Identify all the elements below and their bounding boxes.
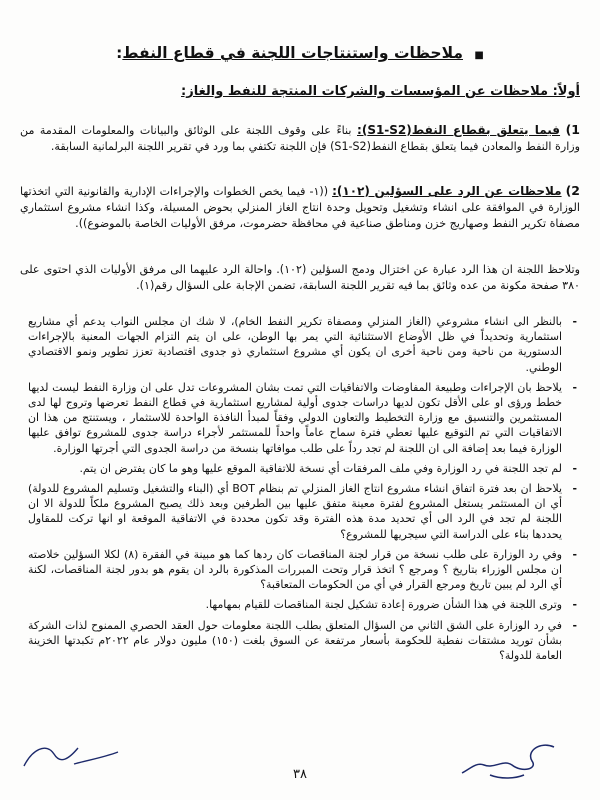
item-1-text: بناءً على وقوف اللجنة على الوثائق والبيانات والمعلومات المقدمة من وزارة النفط والمعادن فيما يتعلق بقطاع النفط(S1-S2) فإن اللجنة تكتفي بما ورد في تقرير اللجنة البرلمانية السابقة. <box>20 124 580 153</box>
list-item: - وترى اللجنة في هذا الشأن ضرورة إعادة تشكيل لجنة المناقصات للقيام بمهامها. <box>28 597 580 612</box>
item-2-label: ملاحظات عن الرد على السؤلين (١٠٢): <box>332 184 562 198</box>
title-colon: : <box>116 44 123 62</box>
section-heading: أولاً: ملاحظات عن المؤسسات والشركات المنتجة للنفط والغاز: <box>181 84 580 99</box>
title-bullet-icon: ■ <box>474 50 484 61</box>
list-item: - وفي رد الوزارة على طلب نسخة من قرار لجنة المناقصات كان ردها كما هو مبينة في الفقرة (٨) لكلا السؤلين خلاصته ان مجلس الوزراء بتاريخ ؟ ومرجع ؟ اتخذ قرار وتحت المبررات المذكورة بالرد ان يقوم هو بدور لجنة المناقصات، لكنة أي الرد لم يبين تاريخ ومرجع القرار في أي من الحكومات المتعاقبة؟ <box>28 547 580 593</box>
item-2-text: ((١- فيما يخص الخطوات والإجراءات الإدارية والقانونية التي اتخذتها الوزارة في الموافقة على انشاء وتشغيل وتحويل وحدة انتاج الغاز المنزلي بحوض المسيلة، وكذا انشاء مشروع استثماري مصفاة تكرير النفط وصهاريج خزن ومناطق صناعية في محافظة حضرموت، مرفق الأوليات الخاصة بالموضوع)). <box>20 185 580 230</box>
list-item: - بالنظر الى انشاء مشروعي (الغاز المنزلي ومصفاة تكرير النفط الخام)، لا شك ان مجلس النواب يدعم أي مشاريع استثمارية وتحديداً في ظل الأوضاع الاستثنائية التي يمر بها الوطن، على ان يتم التزام الجهات المعنية بالإجراءات الدستورية من ناحية ومن ناحية أخرى ان يكون أي مشروع استثماري ذو جدوى اقتصادية تعزز تطوير ونمو الاقتصادي الوطني. <box>28 314 580 375</box>
title-text: ملاحظات واستنتاجات اللجنة في قطاع النفط <box>122 44 463 62</box>
list-item: - في رد الوزارة على الشق الثاني من السؤال المتعلق بطلب اللجنة معلومات حول العقد الحصري الممنوح لذات الشركة بشأن توريد مشتقات نفطية للحكومة بأسعار مرتفعة عن السوق بلغت (١٥٠) مليون دولار عام ٢٠٢٢م تكبدتها الخزينة العامة للدولة؟ <box>28 618 580 664</box>
list-item: - يلاحظ ان بعد فترة اتفاق انشاء مشروع انتاج الغاز المنزلي تم بنظام BOT أي (البناء والتشغيل وتسليم المشروع للدولة) أي ان المستثمر يستغل المشروع لفترة معينة متفق عليها بين الطرفين وبعد ذلك يصبح المشروع ملكاً للدولة الا ان اللجنة لم تجد في الرد الى أي تحديد مدة هذه الفترة وقد تكون محددة في الاتفاقية الموقعة او انها تركت للمقاول يحددها بناء على الدراسة التي سيجريها للمشروع؟ <box>28 481 580 542</box>
bullet-list <box>28 314 580 668</box>
list-item: - يلاحظ بان الإجراءات وطبيعة المفاوضات والاتفاقيات التي تمت بشان المشروعات تدل على ان وزارة النفط ليست لديها خطط ورؤى او على الأقل تكون لديها دراسات جدوى أولية لمشاريع استثمارية في قطاع النفط تعرضها وتروج لها لدى المستثمرين والتنسيق مع وزارة التخطيط والتعاون الدولي وفقاً لمبدأ النافذة الواحدة للاستثمار ، ويستنتج من هذا ان الاتفاقيات التي تم التوقيع عليها تعطي فترة سماح عاماً واحداً للمستثمر لأجراء دراسة جدوى للمشروع توافق عليها الوزارة فيما بعد إضافة الى ان اللجنة لم تجد رداً على طلب موافاتها بنسخة من دراسة الجدوى التي أجرتها الوزارة. <box>28 380 580 456</box>
item-1-label: فيما يتعلق بقطاع النفط(S1-S2): <box>357 123 561 137</box>
page-number: ٣٨ <box>293 767 307 782</box>
item-1-paragraph <box>20 122 580 155</box>
item-1-number: 1) <box>565 122 580 137</box>
item-2-number: 2) <box>565 183 580 198</box>
page-title <box>110 44 490 62</box>
item-2-paragraph <box>20 183 580 232</box>
paragraph-3: وتلاحظ اللجنة ان هذا الرد عبارة عن اختزال ودمج السؤلين (١٠٢). واحالة الرد عليهما الى مرفق الأوليات الذي احتوى على ٣٨٠ صفحة مكونة من عده وثائق بما فيه تقرير اللجنة السابقة، تضمن الإجابة على السؤال رقم(١). <box>20 263 580 292</box>
list-item: - لم تجد اللجنة في رد الوزارة وفي ملف المرفقات أي نسخة للاتفاقية الموقع عليها وهو ما كان يفترض ان يتم. <box>28 461 580 476</box>
